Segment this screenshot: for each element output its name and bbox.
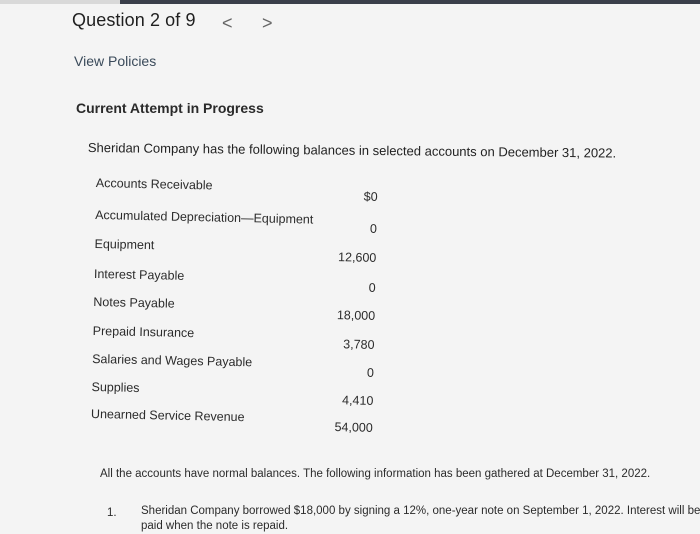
account-name: Interest Payable xyxy=(93,266,185,283)
account-value: 0 xyxy=(369,221,378,236)
account-name: Unearned Service Revenue xyxy=(90,406,245,425)
account-value: 12,600 xyxy=(337,250,377,265)
account-name: Accounts Receivable xyxy=(95,176,213,193)
list-item-number: 1. xyxy=(107,507,117,519)
account-value: 0 xyxy=(368,280,376,295)
view-policies-link[interactable]: View Policies xyxy=(74,53,157,69)
account-value: 3,780 xyxy=(343,337,375,352)
list-item-text: Sheridan Company borrowed $18,000 by signing a 12%, one-year note on September 1, 2022. Interest will be paid when the note is repaid. xyxy=(141,505,700,532)
current-attempt-heading: Current Attempt in Progress xyxy=(76,100,264,116)
next-question-button[interactable]: > xyxy=(262,13,273,33)
account-balances-table xyxy=(91,176,396,444)
account-row xyxy=(94,267,394,293)
information-intro: All the accounts have normal balances. The following information has been gathered at December 31, 2022. xyxy=(100,468,651,480)
account-value: 0 xyxy=(366,365,375,380)
question-counter: Question 2 of 9 xyxy=(72,10,196,30)
account-value: 4,410 xyxy=(341,393,374,408)
account-row xyxy=(95,208,395,234)
account-row xyxy=(91,380,391,406)
account-value: 18,000 xyxy=(336,308,376,323)
account-name: Prepaid Insurance xyxy=(92,323,195,341)
account-name: Accumulated Depreciation—Equipment xyxy=(95,207,314,227)
account-name: Notes Payable xyxy=(93,294,175,311)
account-row xyxy=(92,352,392,378)
account-row xyxy=(93,295,393,321)
account-row xyxy=(91,407,391,433)
account-row xyxy=(94,237,394,263)
account-name: Equipment xyxy=(94,236,155,253)
window-top-bar xyxy=(0,0,700,4)
previous-question-button[interactable]: < xyxy=(222,13,233,33)
account-row xyxy=(96,176,396,202)
account-value: $0 xyxy=(363,189,378,204)
account-value: 54,000 xyxy=(334,420,373,435)
account-row xyxy=(92,324,392,350)
account-name: Supplies xyxy=(91,379,140,395)
account-name: Salaries and Wages Payable xyxy=(92,351,253,370)
problem-intro: Sheridan Company has the following balances in selected accounts on December 31, 2022. xyxy=(87,140,617,161)
